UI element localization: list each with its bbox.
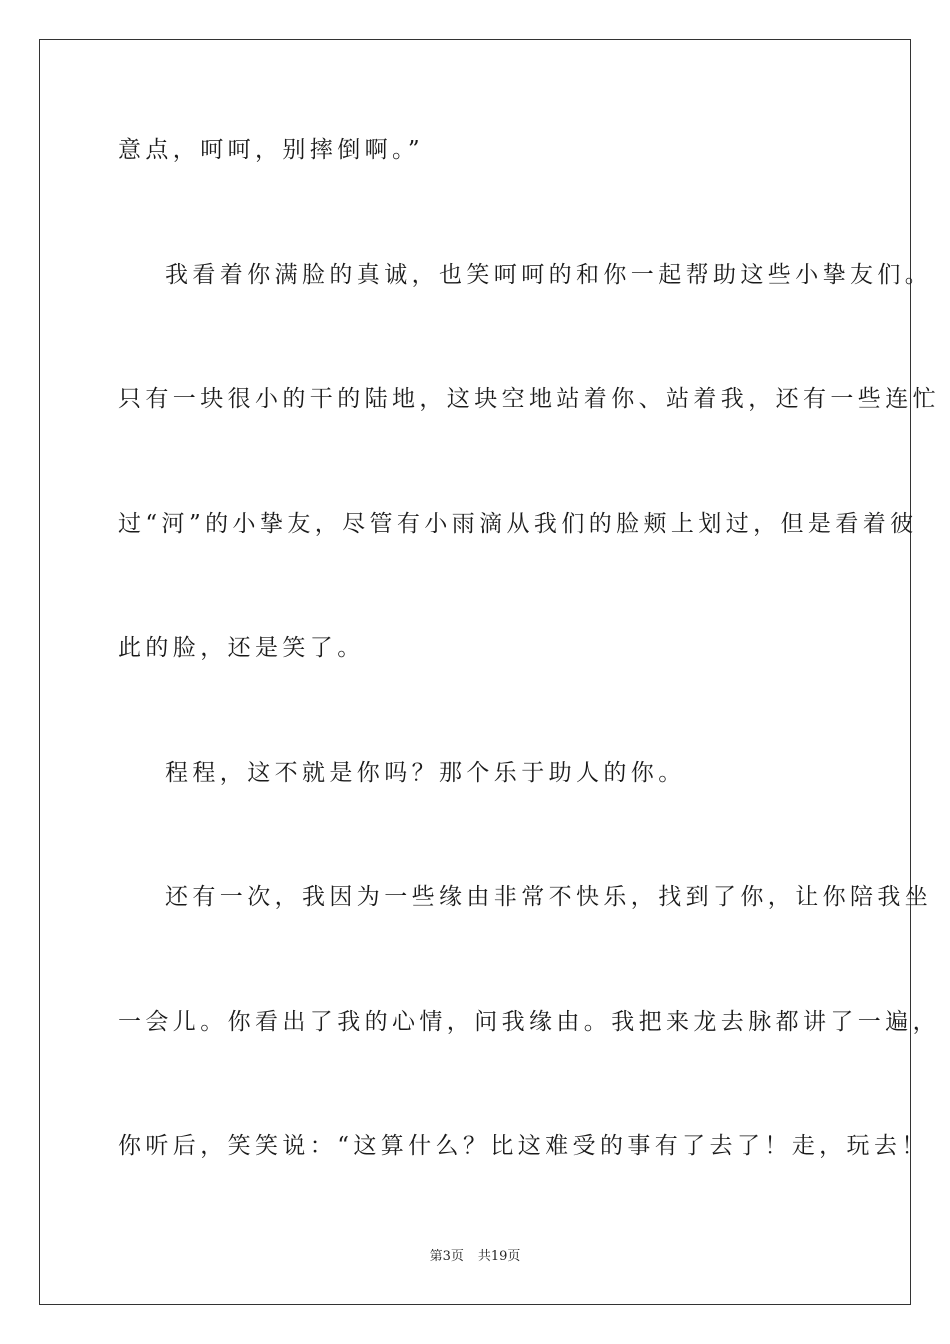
text-line-3: 只有一块很小的干的陆地，这块空地站着你、站着我，还有一些连忙 <box>118 386 940 412</box>
text-line-6: 程程，这不就是你吗？那个乐于助人的你。 <box>165 760 686 786</box>
text-line-1: 意点，呵呵，别摔倒啊。” <box>118 137 425 163</box>
text-line-4: 过“河”的小挚友，尽管有小雨滴从我们的脸颊上划过，但是看着彼 <box>118 511 918 537</box>
text-line-2: 我看着你满脸的真诚，也笑呵呵的和你一起帮助这些小挚友们。 <box>165 262 933 288</box>
text-line-7: 还有一次，我因为一些缘由非常不快乐，找到了你，让你陪我坐 <box>165 884 933 910</box>
text-line-5: 此的脸，还是笑了。 <box>118 635 365 661</box>
page-border <box>39 39 911 1305</box>
page-footer <box>0 1248 950 1266</box>
text-line-9: 你听后，笑笑说：“这算什么？比这难受的事有了去了！走，玩去！ <box>118 1133 929 1159</box>
page-number: 第3页 <box>429 1249 464 1264</box>
text-line-8: 一会儿。你看出了我的心情，问我缘由。我把来龙去脉都讲了一遍， <box>118 1009 940 1035</box>
page-total: 共19页 <box>477 1249 521 1264</box>
